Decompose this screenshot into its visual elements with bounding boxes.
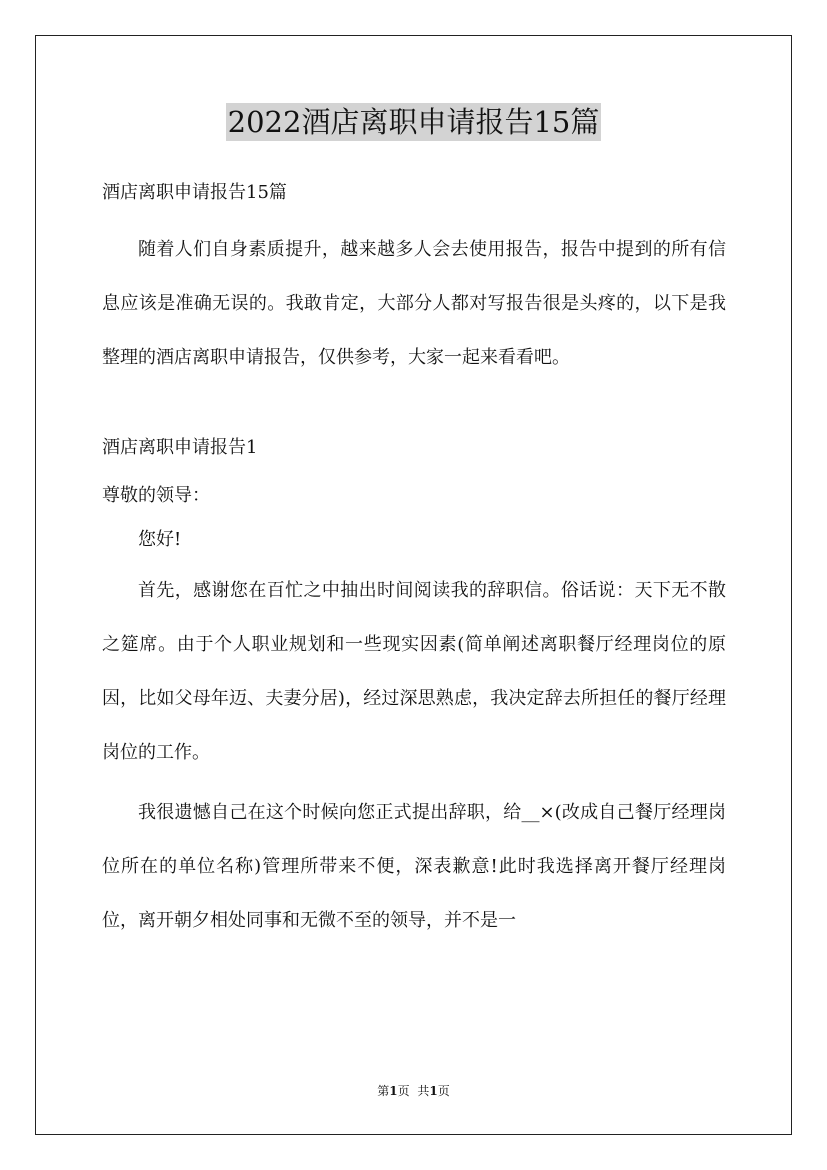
body-paragraph-1: 首先，感谢您在百忙之中抽出时间阅读我的辞职信。俗话说：天下无不散之筵席。由于个人职业规划和一些现实因素(简单阐述离职餐厅经理岗位的原因，比如父母年迈、夫妻分居)，经过深思熟虑，我决定辞去所担任的餐厅经理岗位的工作。: [102, 580, 726, 763]
greeting: 您好!: [138, 529, 182, 550]
intro-paragraph: 随着人们自身素质提升，越来越多人会去使用报告，报告中提到的所有信息应该是准确无误的。我敢肯定，大部分人都对写报告很是头疼的，以下是我整理的酒店离职申请报告，仅供参考，大家一起来看看吧。: [102, 239, 726, 368]
page-footer: [0, 1083, 827, 1099]
page-total-number: 1: [429, 1084, 438, 1098]
page-current-number: 1: [389, 1084, 398, 1098]
page-label-suffix: 页: [397, 1084, 410, 1098]
title-container: [0, 103, 827, 141]
document-title: 2022酒店离职申请报告15篇: [227, 105, 600, 139]
total-label-prefix: 共: [417, 1084, 430, 1098]
total-label-suffix: 页: [437, 1084, 450, 1098]
page-label-prefix: 第: [377, 1084, 390, 1098]
section-heading: 酒店离职申请报告1: [102, 437, 258, 458]
salutation: 尊敬的领导：: [102, 485, 210, 506]
document-body: [102, 176, 726, 948]
body-paragraph-2: 我很遗憾自己在这个时候向您正式提出辞职，给__×(改成自己餐厅经理岗位所在的单位名称)管理所带来不便，深表歉意!此时我选择离开餐厅经理岗位，离开朝夕相处同事和无微不至的领导，并不是一: [102, 802, 726, 931]
document-subtitle: 酒店离职申请报告15篇: [102, 182, 287, 203]
